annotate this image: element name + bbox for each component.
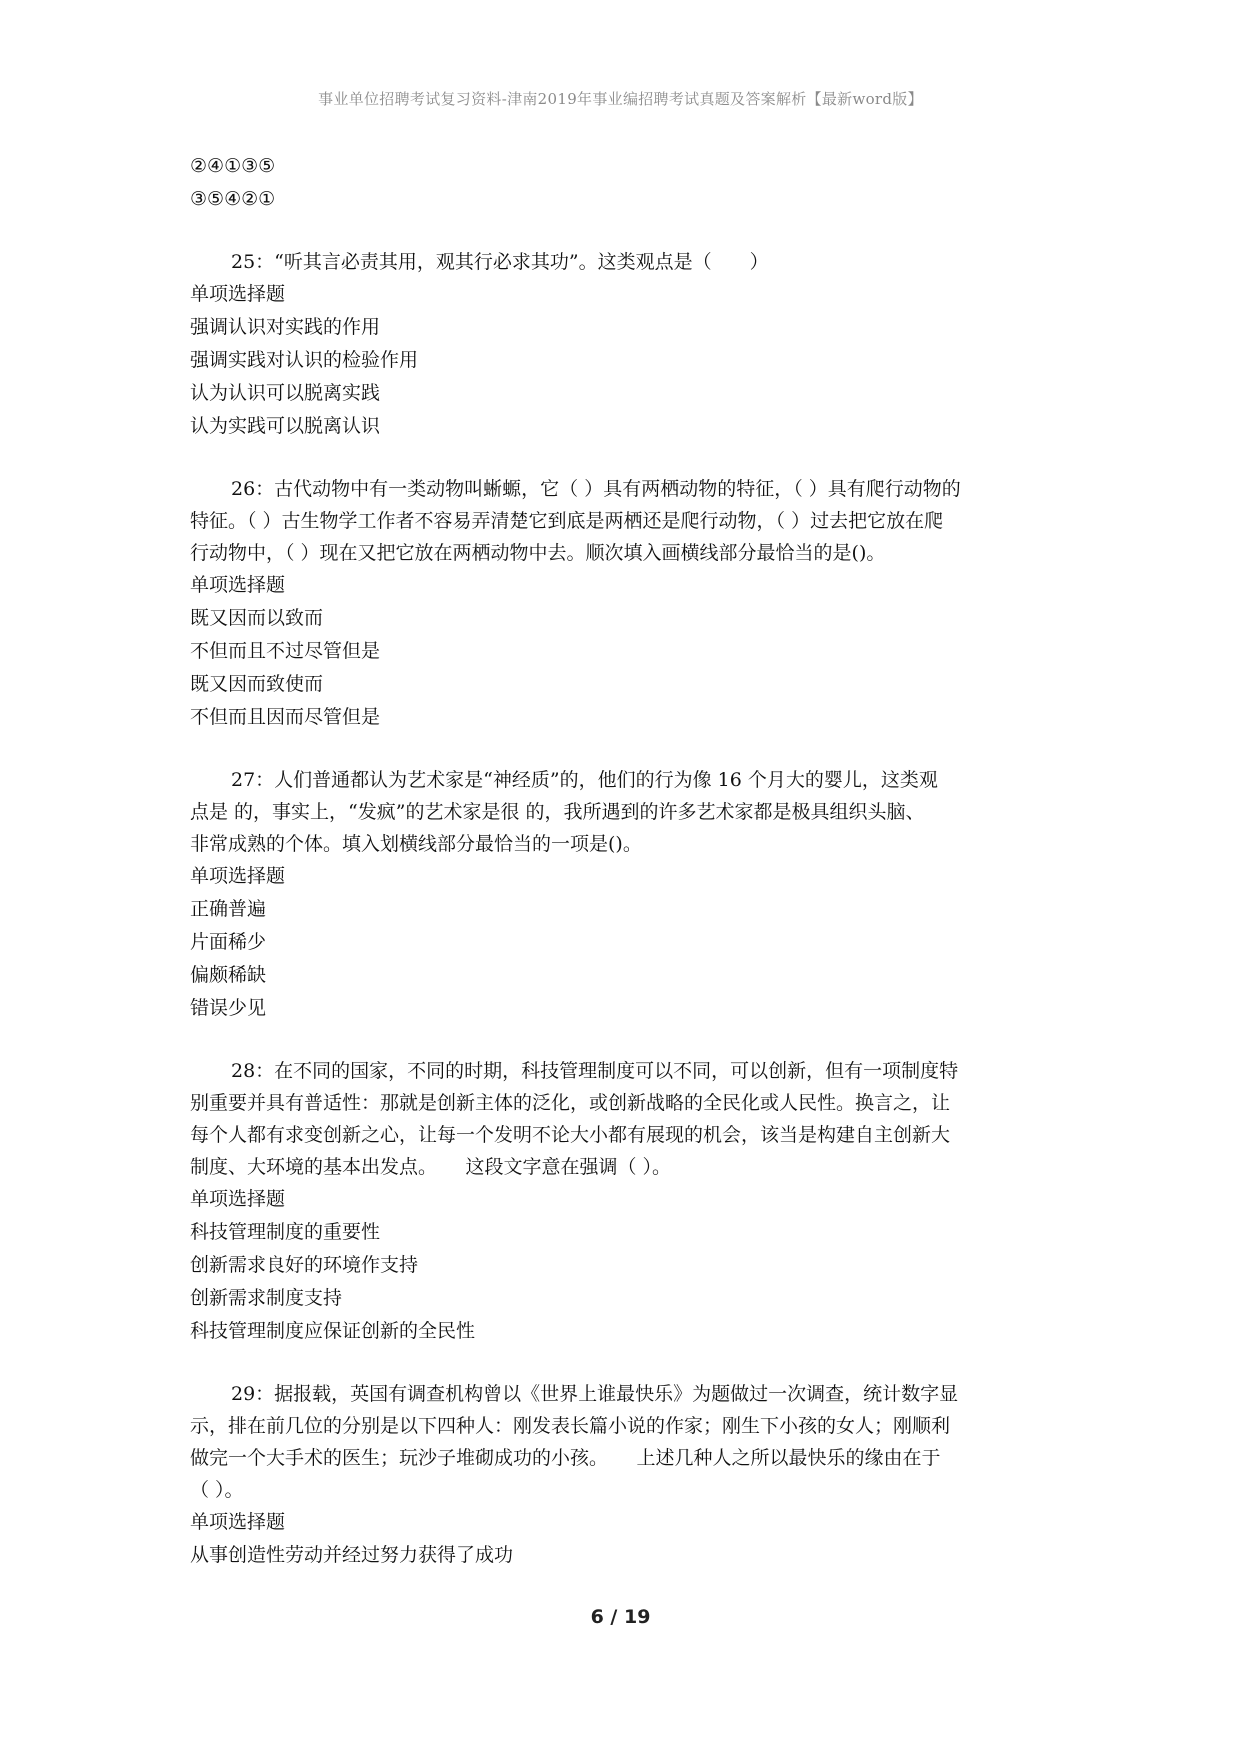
question-stem: 29：据报载，英国有调查机构曾以《世界上谁最快乐》为题做过一次调查，统计数字显 — [231, 1383, 959, 1405]
question-type: 单项选择题 — [190, 1511, 286, 1533]
previous-question-options — [190, 150, 1060, 216]
option: 正确普遍 — [190, 898, 267, 920]
option: 既又因而以致而 — [190, 607, 324, 629]
question-stem: 点是 的，事实上，“发疯”的艺术家是很 的，我所遇到的许多艺术家都是极具组织头脑、 — [190, 801, 925, 823]
question-25 — [190, 246, 1060, 443]
question-28 — [190, 1055, 1060, 1348]
question-stem: （ ）。 — [190, 1479, 244, 1501]
question-stem: 示，排在前几位的分别是以下四种人：刚发表长篇小说的作家；刚生下小孩的女人；刚顺利 — [190, 1415, 951, 1437]
option: 强调实践对认识的检验作用 — [190, 349, 419, 371]
option: ③⑤④②① — [190, 188, 276, 210]
spacer — [190, 443, 1060, 473]
question-type: 单项选择题 — [190, 1188, 286, 1210]
question-stem: 做完一个大手术的医生；玩沙子堆砌成功的小孩。 上述几种人之所以最快乐的缘由在于 — [190, 1447, 941, 1469]
spacer — [190, 734, 1060, 764]
option: 强调认识对实践的作用 — [190, 316, 381, 338]
question-type: 单项选择题 — [190, 574, 286, 596]
question-stem: 27：人们普通都认为艺术家是“神经质”的，他们的行为像 16 个月大的婴儿，这类观 — [231, 769, 938, 791]
document-body — [190, 150, 1060, 1572]
question-stem: 制度、大环境的基本出发点。 这段文字意在强调（ ）。 — [190, 1156, 672, 1178]
spacer — [190, 216, 1060, 246]
option: 片面稀少 — [190, 931, 267, 953]
spacer — [190, 1348, 1060, 1378]
question-type: 单项选择题 — [190, 283, 286, 305]
option: 偏颇稀缺 — [190, 964, 267, 986]
option: 不但而且不过尽管但是 — [190, 640, 381, 662]
option: 认为认识可以脱离实践 — [190, 382, 381, 404]
spacer — [190, 1025, 1060, 1055]
option: 错误少见 — [190, 997, 267, 1019]
question-stem: 别重要并具有普适性：那就是创新主体的泛化，或创新战略的全民化或人民性。换言之，让 — [190, 1092, 951, 1114]
option: 认为实践可以脱离认识 — [190, 415, 381, 437]
question-stem: 26：古代动物中有一类动物叫蜥螈，它（ ）具有两栖动物的特征，（ ）具有爬行动物的 — [231, 478, 961, 500]
option: 不但而且因而尽管但是 — [190, 706, 381, 728]
page-number: 6 / 19 — [590, 1606, 651, 1628]
question-stem: 每个人都有求变创新之心，让每一个发明不论大小都有展现的机会，该当是构建自主创新大 — [190, 1124, 951, 1146]
option: 科技管理制度的重要性 — [190, 1221, 381, 1243]
question-29 — [190, 1378, 1060, 1572]
option: 既又因而致使而 — [190, 673, 324, 695]
question-stem: 25：“听其言必责其用，观其行必求其功”。这类观点是（ ） — [231, 251, 769, 273]
question-27 — [190, 764, 1060, 1025]
option: ②④①③⑤ — [190, 155, 276, 177]
option: 创新需求制度支持 — [190, 1287, 343, 1309]
option: 创新需求良好的环境作支持 — [190, 1254, 419, 1276]
question-type: 单项选择题 — [190, 865, 286, 887]
question-26 — [190, 473, 1060, 734]
option: 从事创造性劳动并经过努力获得了成功 — [190, 1544, 514, 1566]
question-stem: 28：在不同的国家，不同的时期，科技管理制度可以不同，可以创新，但有一项制度特 — [231, 1060, 959, 1082]
question-stem: 特征。（ ）古生物学工作者不容易弄清楚它到底是两栖还是爬行动物，（ ）过去把它放在爬 — [190, 510, 944, 532]
question-stem: 非常成熟的个体。填入划横线部分最恰当的一项是()。 — [190, 833, 642, 855]
option: 科技管理制度应保证创新的全民性 — [190, 1320, 476, 1342]
question-stem: 行动物中，（ ）现在又把它放在两栖动物中去。顺次填入画横线部分最恰当的是()。 — [190, 542, 886, 564]
page-header: 事业单位招聘考试复习资料-津南2019年事业编招聘考试真题及答案解析【最新word版】 — [318, 90, 923, 108]
